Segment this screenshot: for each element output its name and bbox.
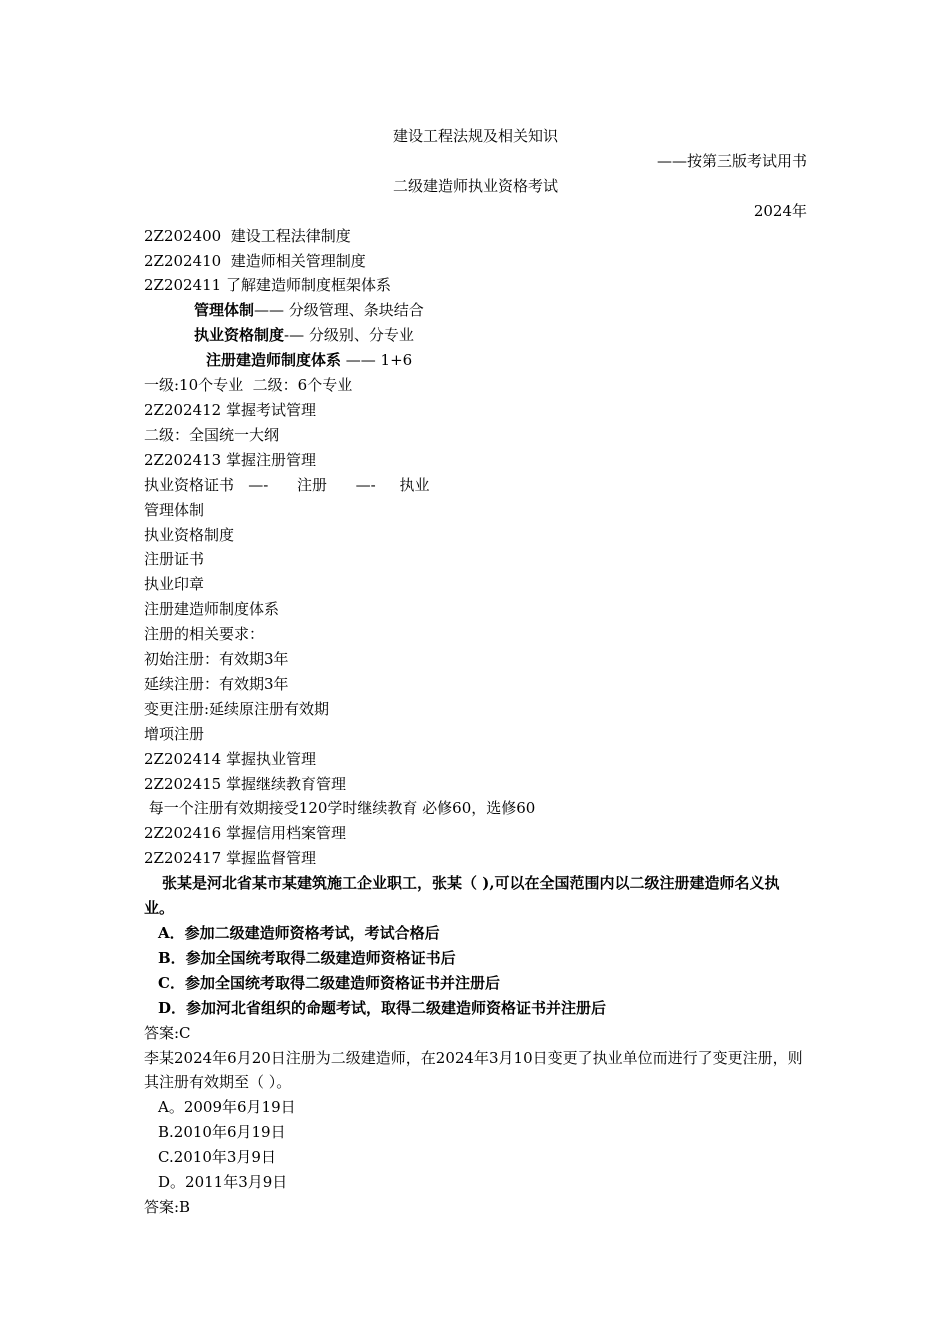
question-2-option-b: B.2010年6月19日 [158, 1123, 286, 1142]
text-line: 执业印章 [144, 575, 205, 594]
question-2-option-d: D。2011年3月9日 [158, 1173, 288, 1192]
text-line: 初始注册：有效期3年 [144, 650, 289, 669]
text-line: 注册证书 [144, 550, 205, 569]
section-heading: 2Z202415 掌握继续教育管理 [144, 774, 346, 793]
document-page [144, 124, 807, 1220]
framework-line [144, 348, 807, 373]
framework-line [144, 323, 807, 348]
exam-name: 二级建造师执业资格考试 [392, 176, 558, 195]
question-1-stem: 张某是河北省某市某建筑施工企业职工，张某（ ),可以在全国范围内以二级注册建造师名义执业。 [144, 874, 780, 918]
framework-desc: -— 分级别、分专业 [284, 326, 414, 345]
doc-title: 建设工程法规及相关知识 [392, 127, 558, 145]
framework-term: 注册建造师制度体系 [206, 351, 342, 370]
doc-year: 2024年 [753, 201, 807, 220]
section-heading: 2Z202410 建造师相关管理制度 [144, 251, 366, 270]
question-1-option-c: C．参加全国统考取得二级建造师资格证书并注册后 [158, 973, 500, 992]
text-line: 增项注册 [144, 724, 205, 743]
text-line: 一级:10个专业 二级：6个专业 [144, 376, 353, 395]
text-line: 管理体制 [144, 500, 205, 519]
section-heading: 2Z202411 了解建造师制度框架体系 [144, 276, 391, 295]
question-1-option-b: B．参加全国统考取得二级建造师资格证书后 [158, 948, 456, 967]
question-1-option-a: A．参加二级建造师资格考试，考试合格后 [158, 924, 440, 942]
text-line: 注册建造师制度体系 [144, 600, 280, 619]
framework-term: 管理体制 [194, 301, 255, 320]
section-heading: 2Z202417 掌握监督管理 [144, 849, 316, 868]
text-line: 延续注册：有效期3年 [144, 674, 289, 693]
text-line: 注册的相关要求： [144, 625, 265, 644]
section-heading: 2Z202414 掌握执业管理 [144, 749, 316, 768]
question-2-option-a: A。2009年6月19日 [158, 1098, 296, 1117]
doc-subtitle: ——按第三版考试用书 [656, 151, 807, 170]
text-line: 每一个注册有效期接受120学时继续教育 必修60，选修60 [144, 799, 536, 818]
question-1-option-d: D．参加河北省组织的命题考试，取得二级建造师资格证书并注册后 [158, 998, 607, 1017]
text-line: 变更注册:延续原注册有效期 [144, 699, 330, 718]
text-line: 二级：全国统一大纲 [144, 425, 280, 444]
text-line: 执业资格证书 —- 注册 —- 执业 [144, 475, 430, 494]
section-heading: 2Z202416 掌握信用档案管理 [144, 824, 346, 843]
question-2-stem: 李某2024年6月20日注册为二级建造师，在2024年3月10日变更了执业单位而进行了变更注册，则其注册有效期至（ ）。 [144, 1048, 803, 1092]
section-heading: 2Z202413 掌握注册管理 [144, 450, 316, 469]
question-1-answer: 答案:C [144, 1023, 191, 1042]
framework-line [144, 298, 807, 323]
framework-term: 执业资格制度 [194, 326, 285, 345]
framework-desc: —— 分级管理、条块结合 [254, 301, 424, 320]
section-heading: 2Z202412 掌握考试管理 [144, 400, 316, 419]
framework-desc: —— 1+6 [341, 351, 413, 370]
section-heading: 2Z202400 建设工程法律制度 [144, 226, 351, 245]
question-2-option-c: C.2010年3月9日 [158, 1148, 276, 1167]
question-2-answer: 答案:B [144, 1197, 191, 1216]
text-line: 执业资格制度 [144, 525, 235, 544]
